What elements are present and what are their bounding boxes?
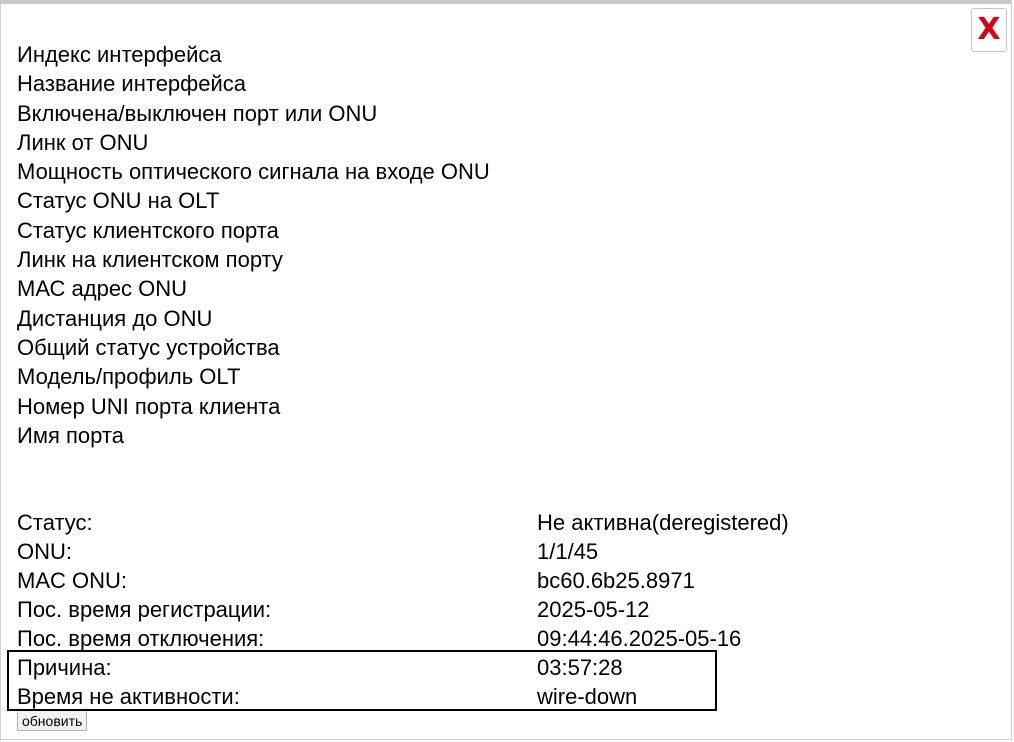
close-icon: X [977, 12, 1001, 47]
status-row-last-registration [17, 595, 837, 624]
status-row-onu [17, 537, 837, 566]
status-row-mac [17, 566, 837, 595]
inactive-time-value: wire-down [537, 684, 638, 709]
status-value: Не активна(deregistered) [537, 510, 789, 535]
onu-label: ONU: [17, 539, 72, 564]
mac-value: bc60.6b25.8971 [537, 568, 695, 593]
status-row-inactive-time [17, 682, 837, 711]
list-item: МАС адрес ONU [17, 276, 188, 302]
mac-label: MAC ONU: [17, 568, 127, 593]
inactive-time-label: Время не активности: [17, 684, 240, 709]
list-item: Дистанция до ONU [17, 305, 213, 331]
list-item: Статус клиентского порта [17, 217, 279, 243]
list-item: Название интерфейса [17, 71, 247, 97]
list-item: Линк от ONU [17, 129, 149, 155]
list-item: Имя порта [17, 422, 124, 448]
status-row-status [17, 508, 837, 537]
refresh-button[interactable]: обновить [17, 711, 87, 731]
status-row-reason [17, 653, 837, 682]
status-row-last-disconnect [17, 624, 837, 653]
field-description-list [17, 40, 490, 450]
list-item: Статус ONU на OLT [17, 188, 220, 214]
last-disconnect-label: Пос. время отключения: [17, 626, 265, 651]
reason-value: 03:57:28 [537, 655, 623, 680]
list-item: Мощность оптического сигнала на входе ONU [17, 159, 490, 185]
status-label: Статус: [17, 510, 93, 535]
last-disconnect-value: 09:44:46.2025-05-16 [537, 626, 742, 651]
list-item: Включена/выключен порт или ONU [17, 100, 378, 126]
list-item: Общий статус устройства [17, 334, 280, 360]
list-item: Модель/профиль OLT [17, 364, 241, 390]
list-item: Индекс интерфейса [17, 42, 222, 67]
onu-value: 1/1/45 [537, 539, 599, 564]
last-registration-value: 2025-05-12 [537, 597, 650, 622]
reason-label: Причина: [17, 655, 112, 680]
last-registration-label: Пос. время регистрации: [17, 597, 272, 622]
close-button[interactable] [971, 8, 1007, 52]
list-item: Номер UNI порта клиента [17, 393, 281, 419]
list-item: Линк на клиентском порту [17, 247, 283, 273]
status-table [17, 508, 837, 711]
